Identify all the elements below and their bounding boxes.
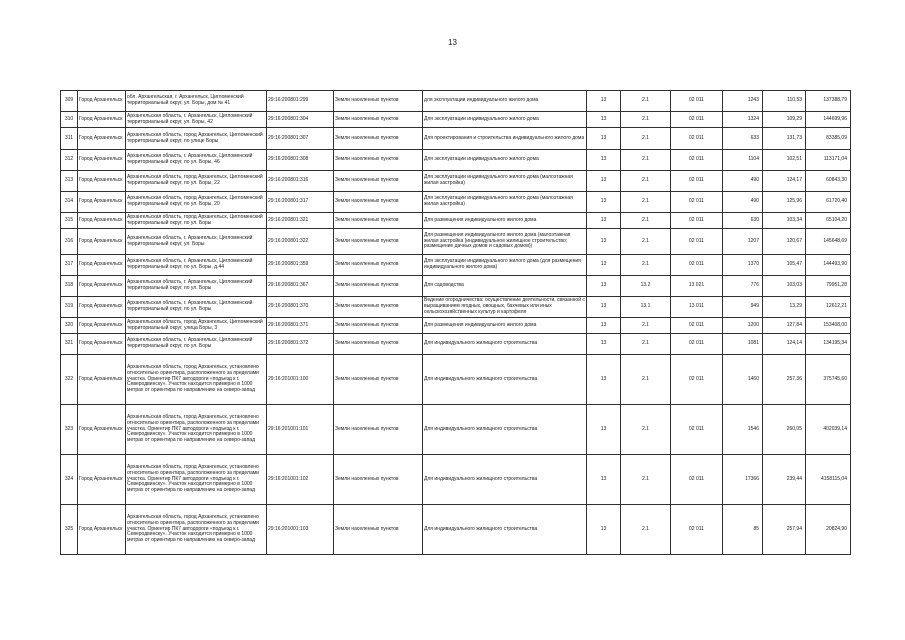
land-category-cell: Земли населенных пунктов	[334, 297, 423, 318]
use-code-cell: 02 011	[671, 171, 723, 192]
cadastral-value-cell: 153408,00	[806, 318, 851, 334]
row-number-cell: 322	[61, 355, 78, 405]
cadastral-value-cell: 79951,28	[806, 276, 851, 297]
cadastral-number-cell: 29:16:200801:370	[267, 297, 334, 318]
land-category-cell: Земли населенных пунктов	[334, 355, 423, 405]
cadastral-number-cell: 29:16:200801:299	[267, 91, 334, 112]
cadastral-number-cell: 29:16:200801:371	[267, 318, 334, 334]
specific-value-cell: 127,84	[763, 318, 806, 334]
subgroup-code-cell: 2.1	[621, 255, 671, 276]
table-row	[61, 276, 851, 297]
cadastral-number-cell: 29:16:200801:367	[267, 276, 334, 297]
area-cell: 776	[723, 276, 763, 297]
area-cell: 85	[723, 505, 763, 555]
table-row	[61, 405, 851, 455]
cadastral-value-cell: 402039,14	[806, 405, 851, 455]
specific-value-cell: 260,05	[763, 405, 806, 455]
subgroup-code-cell: 2.1	[621, 213, 671, 229]
area-cell: 17366	[723, 455, 763, 505]
permitted-use-cell: Для размещения индивидуального жилого дома (малоэтажная жилая застройка (индивидуальное жилищное строительство; размещение дачных домов и садовых домов))	[423, 229, 587, 255]
address-cell: Архангельская область, г. Архангельск, Цигломенский территориальный округ, по ул. Боры, 46	[126, 150, 267, 171]
table-row	[61, 91, 851, 112]
group-code-cell: 13	[587, 171, 621, 192]
subgroup-code-cell: 2.1	[621, 355, 671, 405]
land-category-cell: Земли населенных пунктов	[334, 318, 423, 334]
cadastral-value-cell: 60843,30	[806, 171, 851, 192]
cadastral-number-cell: 29:16:200801:304	[267, 112, 334, 128]
group-code-cell: 13	[587, 128, 621, 150]
municipality-cell: Город Архангельск	[78, 213, 126, 229]
specific-value-cell: 103,34	[763, 213, 806, 229]
permitted-use-cell: Для эксплуатации индивидуального жилого дома (малоэтажная жилая застройка)	[423, 192, 587, 213]
municipality-cell: Город Архангельск	[78, 112, 126, 128]
address-cell: Архангельская область, г. Архангельск, Цигломенский территориальный округ, по ул. Боры	[126, 276, 267, 297]
area-cell: 630	[723, 213, 763, 229]
area-cell: 1324	[723, 112, 763, 128]
use-code-cell: 13 011	[671, 297, 723, 318]
area-cell: 949	[723, 297, 763, 318]
specific-value-cell: 120,67	[763, 229, 806, 255]
group-code-cell: 13	[587, 192, 621, 213]
table-row	[61, 455, 851, 505]
row-number-cell: 313	[61, 171, 78, 192]
subgroup-code-cell: 2.1	[621, 192, 671, 213]
row-number-cell: 321	[61, 334, 78, 355]
address-cell: Архангельская область, г. Архангельск, Цигломенский территориальный округ, по ул. Боры	[126, 297, 267, 318]
land-category-cell: Земли населенных пунктов	[334, 213, 423, 229]
land-category-cell: Земли населенных пунктов	[334, 255, 423, 276]
permitted-use-cell: Для проектирования и строительства индивидуального жилого дома	[423, 128, 587, 150]
cadastral-value-cell: 145648,69	[806, 229, 851, 255]
address-cell: Архангельская область, город Архангельск, Цигломенский территориальный округ, по улице Боры	[126, 128, 267, 150]
municipality-cell: Город Архангельск	[78, 150, 126, 171]
cadastral-number-cell: 29:16:201001:102	[267, 455, 334, 505]
permitted-use-cell: Для эксплуатации индивидуального жилого дома	[423, 150, 587, 171]
permitted-use-cell: Ведение огородничества: осуществление деятельности, связанной с выращиванием ягодных, овощных, бахчевых или иных сельскохозяйственных культур и картофеля	[423, 297, 587, 318]
land-category-cell: Земли населенных пунктов	[334, 192, 423, 213]
land-category-cell: Земли населенных пунктов	[334, 91, 423, 112]
cadastral-number-cell: 29:16:200801:316	[267, 171, 334, 192]
municipality-cell: Город Архангельск	[78, 405, 126, 455]
cadastral-number-cell: 29:16:200801:322	[267, 229, 334, 255]
permitted-use-cell: Для садоводства	[423, 276, 587, 297]
area-cell: 1207	[723, 229, 763, 255]
cadastral-number-cell: 29:16:201001:101	[267, 405, 334, 455]
table-row	[61, 255, 851, 276]
area-cell: 1370	[723, 255, 763, 276]
address-cell: Архангельская область, город Архангельск, Цигломенский территориальный округ, по ул. Боры, 22	[126, 171, 267, 192]
group-code-cell: 13	[587, 229, 621, 255]
use-code-cell: 02 011	[671, 192, 723, 213]
address-cell: Архангельская область, город Архангельск, Цигломенский территориальный округ, по ул. Боры	[126, 213, 267, 229]
area-cell: 1081	[723, 334, 763, 355]
area-cell: 1546	[723, 405, 763, 455]
land-category-cell: Земли населенных пунктов	[334, 505, 423, 555]
row-number-cell: 320	[61, 318, 78, 334]
row-number-cell: 309	[61, 91, 78, 112]
use-code-cell: 02 011	[671, 318, 723, 334]
cadastral-value-cell: 83385,09	[806, 128, 851, 150]
cadastral-number-cell: 29:16:200801:372	[267, 334, 334, 355]
specific-value-cell: 125,96	[763, 192, 806, 213]
land-category-cell: Земли населенных пунктов	[334, 112, 423, 128]
specific-value-cell: 124,17	[763, 171, 806, 192]
municipality-cell: Город Архангельск	[78, 505, 126, 555]
address-cell: Архангельская область, город Архангельск, установлено относительно ориентира, расположенного за пределами участка. Ориентир ПК7 автодороги «подъезд к г. Северодвинску». Участок находится примерно в 1000 метрах от ориентира по направлению на северо-запад	[126, 505, 267, 555]
cadastral-value-cell: 134195,34	[806, 334, 851, 355]
table-row	[61, 112, 851, 128]
table-row	[61, 150, 851, 171]
subgroup-code-cell: 2.1	[621, 455, 671, 505]
subgroup-code-cell: 13.2	[621, 276, 671, 297]
permitted-use-cell: Для размещения индивидуального жилого дома	[423, 213, 587, 229]
use-code-cell: 02 011	[671, 405, 723, 455]
specific-value-cell: 102,51	[763, 150, 806, 171]
address-cell: Архангельская область, г. Архангельск, Цигломенский территориальный округ, ул. Боры, 42	[126, 112, 267, 128]
table-row	[61, 128, 851, 150]
land-category-cell: Земли населенных пунктов	[334, 171, 423, 192]
land-category-cell: Земли населенных пунктов	[334, 229, 423, 255]
specific-value-cell: 131,73	[763, 128, 806, 150]
group-code-cell: 13	[587, 334, 621, 355]
group-code-cell: 13	[587, 213, 621, 229]
row-number-cell: 319	[61, 297, 78, 318]
municipality-cell: Город Архангельск	[78, 91, 126, 112]
land-category-cell: Земли населенных пунктов	[334, 455, 423, 505]
subgroup-code-cell: 2.1	[621, 128, 671, 150]
subgroup-code-cell: 2.1	[621, 334, 671, 355]
row-number-cell: 324	[61, 455, 78, 505]
land-category-cell: Земли населенных пунктов	[334, 128, 423, 150]
cadastral-number-cell: 29:16:200801:317	[267, 192, 334, 213]
row-number-cell: 310	[61, 112, 78, 128]
address-cell: Архангельская область, город Архангельск, Цигломенский территориальный округ, по ул. Боры, 20	[126, 192, 267, 213]
cadastral-value-cell: 12612,21	[806, 297, 851, 318]
land-category-cell: Земли населенных пунктов	[334, 150, 423, 171]
land-category-cell: Земли населенных пунктов	[334, 334, 423, 355]
area-cell: 1243	[723, 91, 763, 112]
municipality-cell: Город Архангельск	[78, 171, 126, 192]
specific-value-cell: 13,29	[763, 297, 806, 318]
row-number-cell: 317	[61, 255, 78, 276]
group-code-cell: 13	[587, 297, 621, 318]
cadastral-value-table	[60, 90, 851, 555]
cadastral-number-cell: 29:16:201001:103	[267, 505, 334, 555]
municipality-cell: Город Архангельск	[78, 455, 126, 505]
permitted-use-cell: Для эксплуатации индивидуального жилого дома	[423, 112, 587, 128]
use-code-cell: 02 011	[671, 334, 723, 355]
row-number-cell: 318	[61, 276, 78, 297]
group-code-cell: 13	[587, 255, 621, 276]
address-cell: Архангельская область, г. Архангельск, Цигломенский территориальный округ, ул. Боры	[126, 229, 267, 255]
municipality-cell: Город Архангельск	[78, 334, 126, 355]
permitted-use-cell: Для индивидуального жилищного строительства	[423, 455, 587, 505]
permitted-use-cell: Для индивидуального жилищного строительства	[423, 505, 587, 555]
municipality-cell: Город Архангельск	[78, 229, 126, 255]
group-code-cell: 13	[587, 91, 621, 112]
municipality-cell: Город Архангельск	[78, 297, 126, 318]
subgroup-code-cell: 2.1	[621, 505, 671, 555]
area-cell: 1200	[723, 318, 763, 334]
row-number-cell: 314	[61, 192, 78, 213]
table-row	[61, 505, 851, 555]
group-code-cell: 13	[587, 455, 621, 505]
group-code-cell: 13	[587, 405, 621, 455]
use-code-cell: 02 011	[671, 213, 723, 229]
address-cell: Архангельская область, город Архангельск, установлено относительно ориентира, расположенного за пределами участка. Ориентир ПК7 автодороги «подъезд к г. Северодвинску». Участок находится примерно в 1000 метрах от ориентира по направлению на северо-запад	[126, 355, 267, 405]
use-code-cell: 02 011	[671, 128, 723, 150]
permitted-use-cell: для эксплуатации индивидуального жилого дома	[423, 91, 587, 112]
area-cell: 633	[723, 128, 763, 150]
area-cell: 1460	[723, 355, 763, 405]
group-code-cell: 13	[587, 318, 621, 334]
group-code-cell: 13	[587, 276, 621, 297]
permitted-use-cell: Для индивидуального жилищного строительства	[423, 355, 587, 405]
row-number-cell: 315	[61, 213, 78, 229]
use-code-cell: 02 011	[671, 255, 723, 276]
row-number-cell: 312	[61, 150, 78, 171]
table-row	[61, 171, 851, 192]
specific-value-cell: 257,94	[763, 505, 806, 555]
municipality-cell: Город Архангельск	[78, 276, 126, 297]
group-code-cell: 13	[587, 150, 621, 171]
area-cell: 1104	[723, 150, 763, 171]
subgroup-code-cell: 2.1	[621, 150, 671, 171]
cadastral-number-cell: 29:16:200801:359	[267, 255, 334, 276]
table-body	[61, 91, 851, 555]
specific-value-cell: 239,44	[763, 455, 806, 505]
subgroup-code-cell: 2.1	[621, 171, 671, 192]
cadastral-value-cell: 113171,04	[806, 150, 851, 171]
specific-value-cell: 103,03	[763, 276, 806, 297]
row-number-cell: 311	[61, 128, 78, 150]
area-cell: 490	[723, 171, 763, 192]
land-category-cell: Земли населенных пунктов	[334, 405, 423, 455]
municipality-cell: Город Архангельск	[78, 192, 126, 213]
subgroup-code-cell: 13.1	[621, 297, 671, 318]
row-number-cell: 316	[61, 229, 78, 255]
municipality-cell: Город Архангельск	[78, 318, 126, 334]
cadastral-number-cell: 29:16:200801:308	[267, 150, 334, 171]
address-cell: Архангельская область, г. Архангельск, Цигломенский территориальный округ, по ул. Боры, д.44	[126, 255, 267, 276]
land-category-cell: Земли населенных пунктов	[334, 276, 423, 297]
subgroup-code-cell: 2.1	[621, 112, 671, 128]
area-cell: 490	[723, 192, 763, 213]
page-number: 13	[448, 38, 457, 47]
table-row	[61, 192, 851, 213]
specific-value-cell: 257,36	[763, 355, 806, 405]
row-number-cell: 325	[61, 505, 78, 555]
row-number-cell: 323	[61, 405, 78, 455]
table-row	[61, 297, 851, 318]
use-code-cell: 02 011	[671, 112, 723, 128]
use-code-cell: 02 011	[671, 505, 723, 555]
address-cell: Архангельская область, город Архангельск, установлено относительно ориентира, расположенного за пределами участка. Ориентир ПК7 автодороги «подъезд к г. Северодвинску». Участок находится примерно в 1000 метрах от ориентира по направлению на северо-запад	[126, 405, 267, 455]
use-code-cell: 02 011	[671, 229, 723, 255]
cadastral-value-cell: 65104,20	[806, 213, 851, 229]
table-row	[61, 229, 851, 255]
municipality-cell: Город Архангельск	[78, 355, 126, 405]
specific-value-cell: 105,47	[763, 255, 806, 276]
municipality-cell: Город Архангельск	[78, 128, 126, 150]
address-cell: Архангельская область, город Архангельск, установлено относительно ориентира, расположенного за пределами участка. Ориентир ПК7 автодороги «подъезд к г. Северодвинску». Участок находится примерно в 1000 метрах от ориентира по направлению на северо-запад	[126, 455, 267, 505]
address-cell: обл. Архангельская, г. Архангельск, Цигломенский территориальный округ, ул. Боры, дом № 41	[126, 91, 267, 112]
table-row	[61, 213, 851, 229]
cadastral-value-cell: 144699,96	[806, 112, 851, 128]
use-code-cell: 02 011	[671, 355, 723, 405]
permitted-use-cell: Для размещения индивидуального жилого дома	[423, 318, 587, 334]
subgroup-code-cell: 2.1	[621, 405, 671, 455]
cadastral-number-cell: 29:16:200801:321	[267, 213, 334, 229]
permitted-use-cell: Для индивидуального жилищного строительства	[423, 405, 587, 455]
address-cell: Архангельская область, г. Архангельск, Цигломенский территориальный округ, по ул. Боры	[126, 334, 267, 355]
cadastral-value-cell: 61720,40	[806, 192, 851, 213]
use-code-cell: 02 011	[671, 91, 723, 112]
specific-value-cell: 110,53	[763, 91, 806, 112]
use-code-cell: 02 011	[671, 455, 723, 505]
cadastral-number-cell: 29:16:201001:100	[267, 355, 334, 405]
specific-value-cell: 124,14	[763, 334, 806, 355]
cadastral-value-cell: 20824,90	[806, 505, 851, 555]
use-code-cell: 02 011	[671, 150, 723, 171]
table-row	[61, 355, 851, 405]
address-cell: Архангельская область, город Архангельск, Цигломенский территориальный округ, улица Боры, 3	[126, 318, 267, 334]
municipality-cell: Город Архангельск	[78, 255, 126, 276]
permitted-use-cell: Для эксплуатации индивидуального жилого дома (малоэтажная жилая застройка)	[423, 171, 587, 192]
cadastral-value-cell: 4158115,04	[806, 455, 851, 505]
cadastral-value-cell: 375745,60	[806, 355, 851, 405]
group-code-cell: 13	[587, 505, 621, 555]
group-code-cell: 13	[587, 112, 621, 128]
subgroup-code-cell: 2.1	[621, 318, 671, 334]
permitted-use-cell: Для индивидуального жилищного строительства	[423, 334, 587, 355]
cadastral-value-cell: 144493,90	[806, 255, 851, 276]
use-code-cell: 13 021	[671, 276, 723, 297]
subgroup-code-cell: 2.1	[621, 229, 671, 255]
table-row	[61, 318, 851, 334]
cadastral-number-cell: 29:16:200801:307	[267, 128, 334, 150]
table-row	[61, 334, 851, 355]
subgroup-code-cell: 2.1	[621, 91, 671, 112]
specific-value-cell: 109,29	[763, 112, 806, 128]
permitted-use-cell: Для эксплуатации индивидуального жилого дома (для размещения индивидуального жилого дома)	[423, 255, 587, 276]
group-code-cell: 13	[587, 355, 621, 405]
cadastral-value-cell: 137388,79	[806, 91, 851, 112]
